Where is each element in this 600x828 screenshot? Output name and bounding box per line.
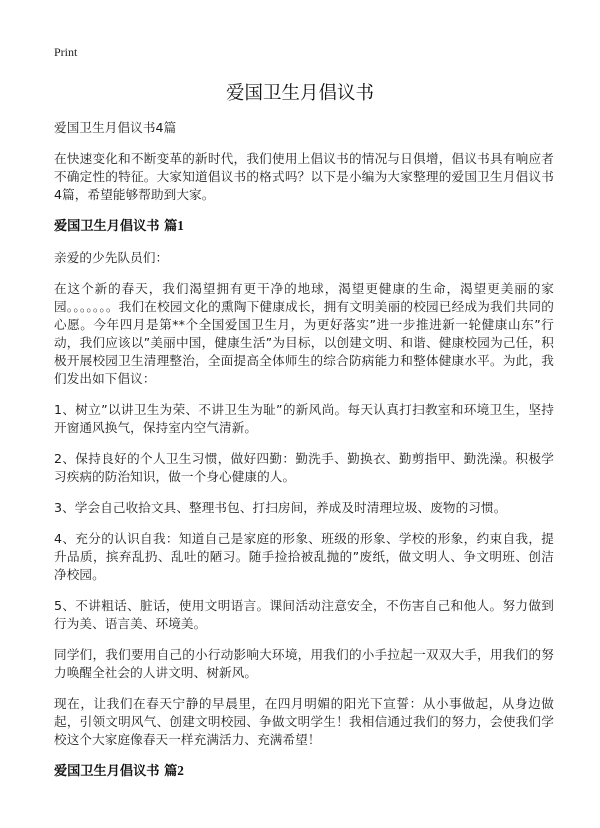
proposal-item-3: 3、学会自己收拾文具、整理书包、打扫房间，养成及时清理垃圾、废物的习惯。 bbox=[54, 500, 507, 515]
greeting: 亲爱的少先队员们： bbox=[54, 250, 169, 265]
proposal-item-2: 2、保持良好的个人卫生习惯，做好四勤：勤洗手、勤换衣、勤剪指甲、勤洗澡。积极学习疾病的防治知识，做一个身心健康的人。 bbox=[54, 451, 554, 484]
section-heading-title: 爱国卫生月倡议书 bbox=[54, 764, 160, 779]
document-body bbox=[54, 119, 554, 794]
proposal-item-4: 4、充分的认识自我：知道自己是家庭的形象、班级的形象、学校的形象，约束自我，提升品质，摈弃乱扔、乱吐的陋习。随手捡拾被乱抛的”废纸，做文明人、争文明班、创洁净校园。 bbox=[54, 531, 554, 582]
print-link[interactable]: Print bbox=[54, 45, 78, 59]
section-heading-2 bbox=[54, 762, 554, 781]
section-heading-1 bbox=[54, 217, 554, 236]
section-heading-number: 篇1 bbox=[164, 218, 184, 233]
body-paragraph: 在这个新的春天，我们渴望拥有更干净的地球，渴望更健康的生命，渴望更美丽的家园。。。。。。。我们在校园文化的熏陶下健康成长，拥有文明美丽的校园已经成为我们共同的心愿。今年四月是第**个全国爱国卫生月，为更好落实”进一步推进新一轮健康山东”行动，我们应该以”美丽中国，健康生活”为目标，以创建文明、和谐、健康校园为己任，积极开展校园卫生清理整治，全面提高全体师生的综合防病能力和整体健康水平。为此，我们发出如下倡议： bbox=[54, 281, 554, 386]
proposal-item-1: 1、树立”以讲卫生为荣、不讲卫生为耻”的新风尚。每天认真打扫教室和环境卫生，坚持开窗通风换气，保持室内空气清新。 bbox=[54, 402, 554, 435]
proposal-item-5: 5、不讲粗话、脏话，使用文明语言。课间活动注意安全，不伤害自己和他人。努力做到行为美、语言美、环境美。 bbox=[54, 598, 554, 631]
closing-paragraph: 现在，让我们在春天宁静的早晨里，在四月明媚的阳光下宣誓：从小事做起，从身边做起，引领文明风气、创建文明校园、争做文明学生！我相信通过我们的努力，会使我们学校这个大家庭像春天一样充满活力、充满希望！ bbox=[54, 696, 554, 747]
document-subtitle: 爱国卫生月倡议书4篇 bbox=[54, 120, 177, 135]
page-title: 爱国卫生月倡议书 bbox=[225, 83, 374, 104]
intro-paragraph: 在快速变化和不断变革的新时代，我们使用上倡议书的情况与日俱增，倡议书具有响应者不确定性的特征。大家知道倡议书的格式吗？以下是小编为大家整理的爱国卫生月倡议书4篇，希望能够帮助到大家。 bbox=[54, 151, 554, 202]
section-heading-title: 爱国卫生月倡议书 bbox=[54, 219, 160, 234]
section-heading-number: 篇2 bbox=[164, 763, 184, 778]
body-paragraph: 同学们，我们要用自己的小行动影响大环境，用我们的小手拉起一双双大手，用我们的努力唤醒全社会的人讲文明、树新风。 bbox=[54, 647, 554, 680]
